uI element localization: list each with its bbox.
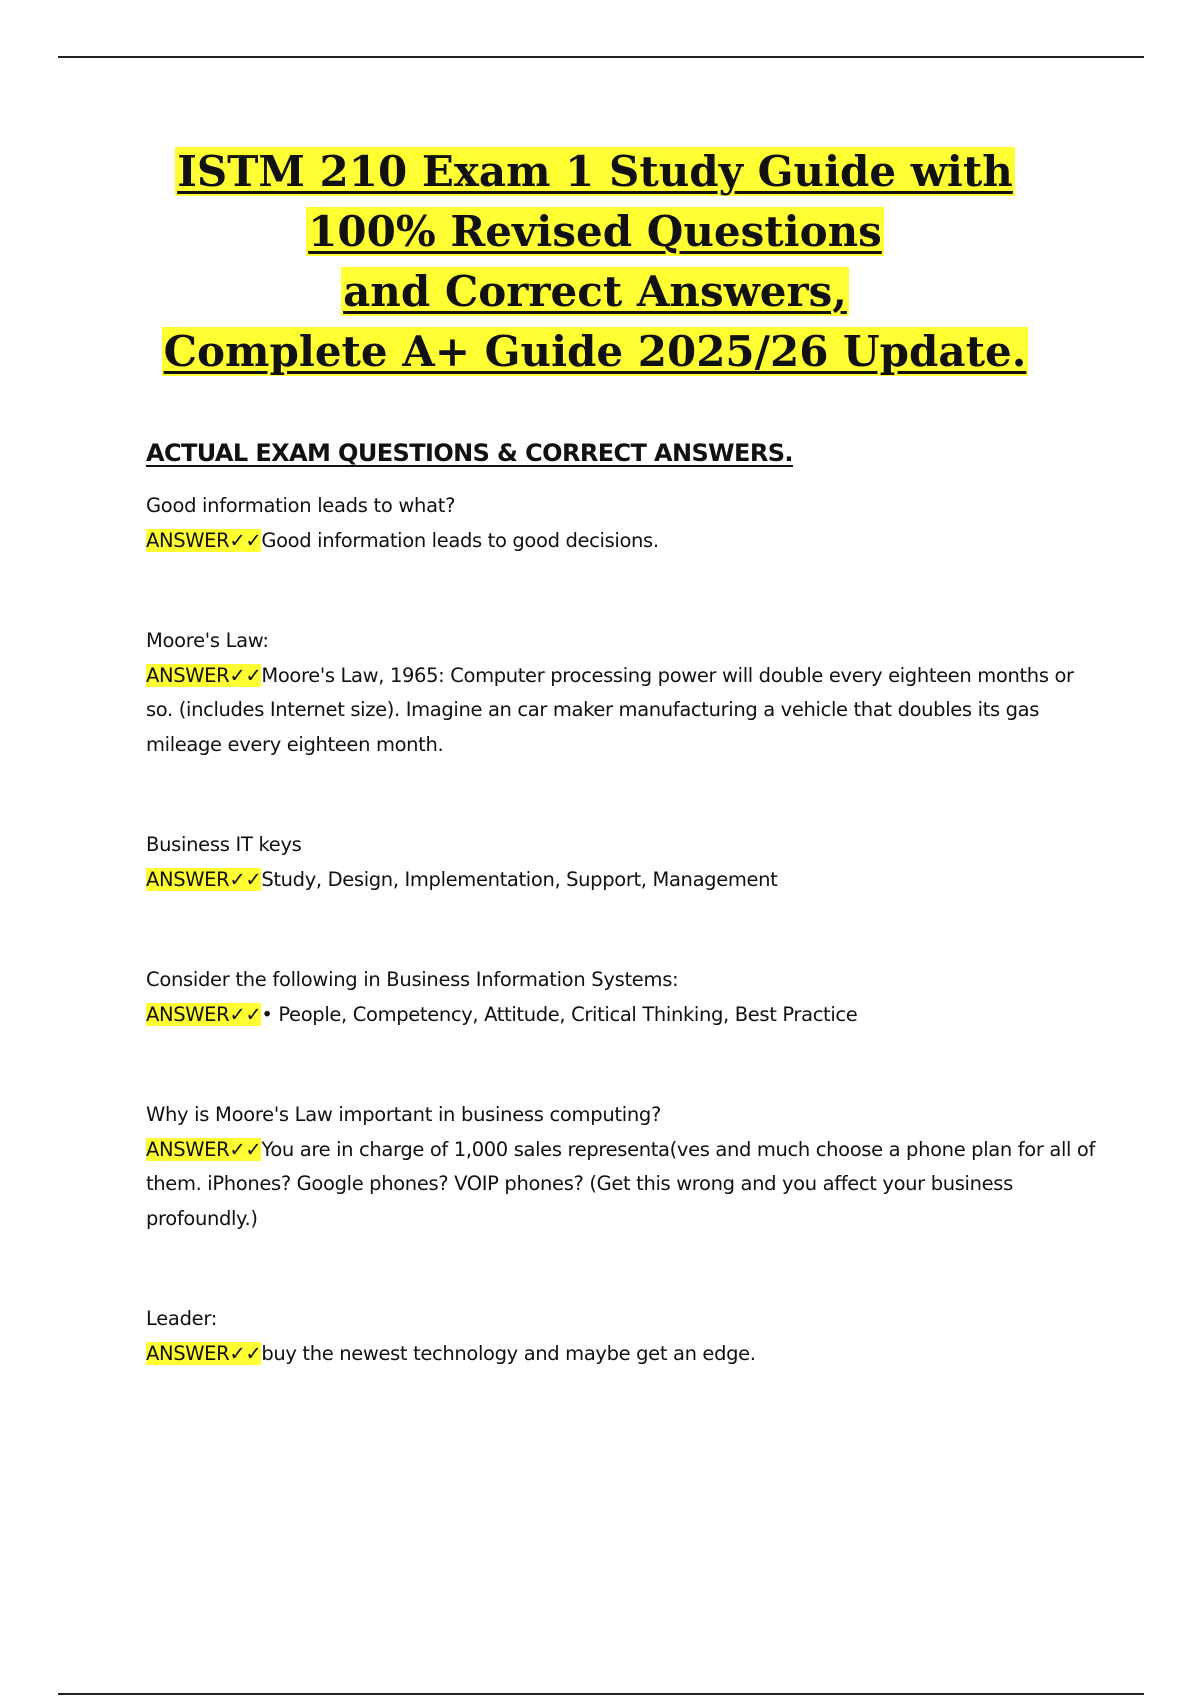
title-line-4: Complete A+ Guide 2025/26 Update.: [163, 327, 1027, 376]
answer-prefix-badge: ANSWER✓✓: [146, 528, 262, 552]
title-line-3: and Correct Answers,: [343, 267, 847, 316]
question-text: Consider the following in Business Information Systems:: [146, 968, 679, 991]
qa-item: [146, 963, 1096, 1032]
answer-text: [146, 998, 1096, 1033]
qa-content: [146, 437, 1096, 1371]
question-text: Business IT keys: [146, 833, 302, 856]
qa-item: [146, 489, 1096, 558]
answer-text: [146, 659, 1096, 763]
qa-item: [146, 624, 1096, 762]
answer-text: [146, 1133, 1096, 1237]
answer-prefix-badge: ANSWER✓✓: [146, 1002, 262, 1026]
answer-prefix-badge: ANSWER✓✓: [146, 1137, 262, 1161]
answer-text: [146, 524, 1096, 559]
answer-body: Good information leads to good decisions.: [261, 528, 659, 552]
answer-text: [146, 863, 1096, 898]
bottom-rule: [58, 1693, 1144, 1695]
section-heading: ACTUAL EXAM QUESTIONS & CORRECT ANSWERS.: [146, 439, 793, 467]
title-line-2: 100% Revised Questions: [308, 207, 882, 256]
question-text: Good information leads to what?: [146, 494, 456, 517]
answer-prefix-badge: ANSWER✓✓: [146, 663, 262, 687]
top-rule: [58, 56, 1144, 58]
answer-prefix-badge: ANSWER✓✓: [146, 1341, 262, 1365]
qa-item: [146, 828, 1096, 897]
question-text: Why is Moore's Law important in business computing?: [146, 1103, 662, 1126]
answer-body: buy the newest technology and maybe get an edge.: [261, 1341, 756, 1365]
title-line-1: ISTM 210 Exam 1 Study Guide with: [177, 147, 1013, 196]
question-text: Moore's Law:: [146, 629, 269, 652]
qa-item: [146, 1302, 1096, 1371]
answer-text: [146, 1337, 1096, 1372]
question-text: Leader:: [146, 1307, 217, 1330]
answer-prefix-badge: ANSWER✓✓: [146, 867, 262, 891]
answer-body: Study, Design, Implementation, Support, Management: [261, 867, 778, 891]
answer-body: • People, Competency, Attitude, Critical Thinking, Best Practice: [261, 1002, 858, 1026]
document-title: [100, 142, 1090, 382]
answer-body: Moore's Law, 1965: Computer processing power will double every eighteen months or so. (includes Internet size). Imagine an car maker manufacturing a vehicle that doubles its gas mileage every eighteen month.: [146, 663, 1074, 756]
answer-body: You are in charge of 1,000 sales representa(ves and much choose a phone plan for all of them. iPhones? Google phones? VOIP phones? (Get this wrong and you affect your business profoundly.): [146, 1137, 1096, 1230]
qa-item: [146, 1098, 1096, 1236]
